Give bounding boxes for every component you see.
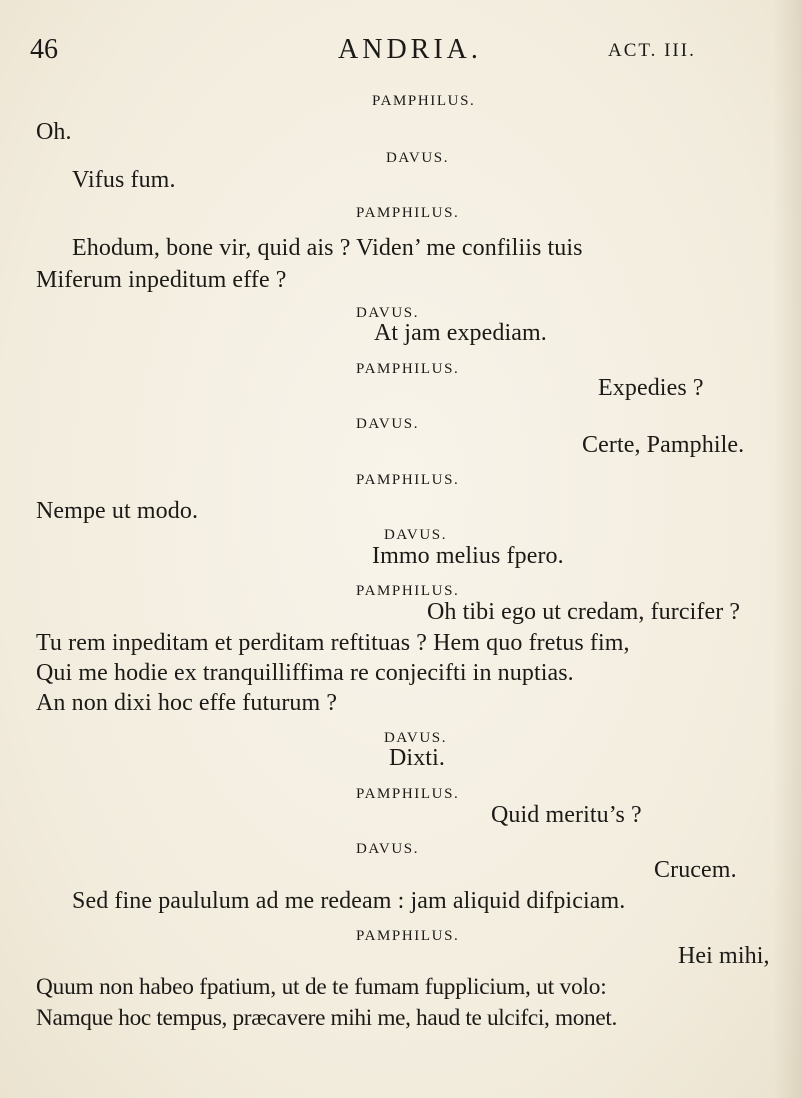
- verse-line: Vifus fum.: [72, 167, 176, 193]
- verse-line: Namque hoc tempus, præcavere mihi me, haud te ulcifci, monet.: [36, 1005, 617, 1031]
- speaker-label: DAVUS.: [356, 416, 420, 432]
- page-number: 46: [30, 34, 58, 65]
- verse-line: Sed fine paululum ad me redeam : jam aliquid difpiciam.: [72, 888, 626, 914]
- verse-line: Crucem.: [654, 857, 737, 883]
- verse-line: At jam expediam.: [374, 320, 547, 346]
- speaker-label: DAVUS.: [384, 730, 448, 746]
- verse-line: Quid meritu’s ?: [491, 802, 642, 828]
- speaker-label: PAMPHILUS.: [356, 361, 460, 377]
- speaker-label: PAMPHILUS.: [356, 928, 460, 944]
- verse-line: Miferum inpeditum effe ?: [36, 267, 287, 293]
- verse-line: An non dixi hoc effe futurum ?: [36, 690, 338, 716]
- verse-line: Oh.: [36, 119, 72, 145]
- speaker-label: PAMPHILUS.: [356, 205, 460, 221]
- verse-line: Hei mihi,: [678, 943, 770, 969]
- speaker-label: PAMPHILUS.: [356, 472, 460, 488]
- speaker-label: DAVUS.: [384, 527, 448, 543]
- verse-line: Tu rem inpeditam et perditam reftituas ? Hem quo fretus fim,: [36, 630, 630, 656]
- act-label: ACT. III.: [608, 40, 696, 61]
- speaker-label: DAVUS.: [356, 841, 420, 857]
- verse-line: Certe, Pamphile.: [582, 432, 745, 458]
- verse-line: Nempe ut modo.: [36, 498, 199, 524]
- verse-line: Dixti.: [389, 745, 445, 771]
- page-edge-shadow: [773, 0, 801, 1098]
- verse-line: Oh tibi ego ut credam, furcifer ?: [427, 599, 741, 625]
- verse-line: Expedies ?: [598, 375, 704, 401]
- verse-line: Immo melius fpero.: [372, 543, 564, 569]
- speaker-label: PAMPHILUS.: [372, 93, 476, 109]
- speaker-label: PAMPHILUS.: [356, 583, 460, 599]
- speaker-label: DAVUS.: [386, 150, 450, 166]
- speaker-label: DAVUS.: [356, 305, 420, 321]
- speaker-label: PAMPHILUS.: [356, 786, 460, 802]
- verse-line: Ehodum, bone vir, quid ais ? Viden’ me confiliis tuis: [72, 235, 583, 261]
- verse-line: Qui me hodie ex tranquilliffima re conjecifti in nuptias.: [36, 660, 574, 686]
- running-title: ANDRIA.: [338, 34, 482, 65]
- verse-line: Quum non habeo fpatium, ut de te fumam fupplicium, ut volo:: [36, 974, 607, 1000]
